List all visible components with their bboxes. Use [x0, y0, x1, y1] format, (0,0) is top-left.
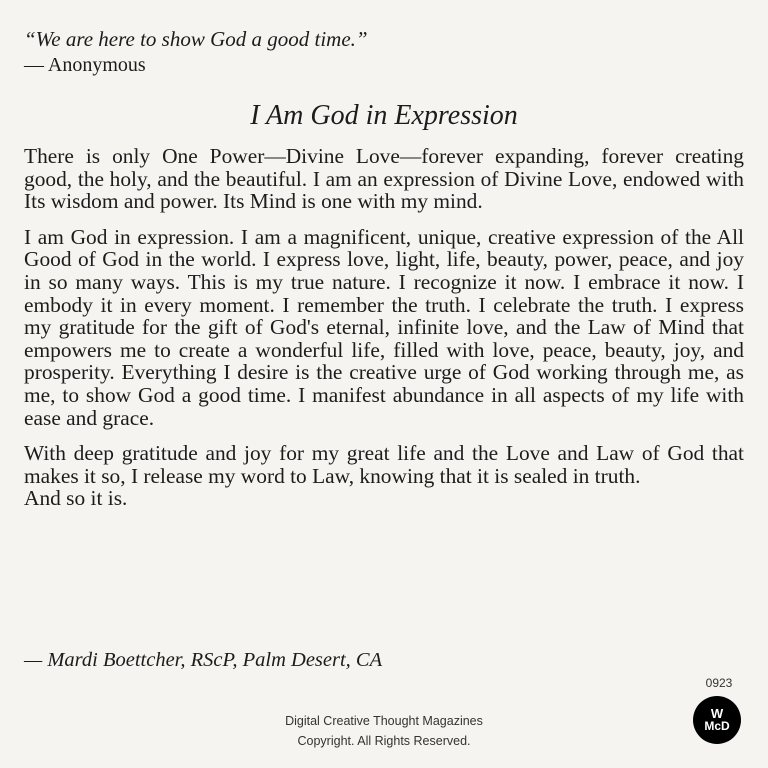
paragraph-1: There is only One Power—Divine Love—forever expanding, forever creating good, the holy, and the beautiful. I am an expression of Divine Love, endowed with Its wisdom and power. Its Mind is one with my mind. — [24, 144, 744, 214]
epigraph-quote: “We are here to show God a good time.” — [24, 27, 368, 51]
author-signature: — Mardi Boettcher, RScP, Palm Desert, CA — [24, 649, 383, 671]
body-text — [24, 145, 744, 510]
closing-line: And so it is. — [24, 486, 128, 511]
page-title: I Am God in Expression — [250, 100, 518, 131]
footer — [0, 711, 768, 751]
epigraph-attribution: — Anonymous — [24, 54, 146, 76]
issue-code: 0923 — [705, 676, 733, 690]
logo-line-1: W — [710, 706, 724, 721]
footer-publisher: Digital Creative Thought Magazines — [285, 714, 483, 728]
footer-copyright: Copyright. All Rights Reserved. — [297, 734, 471, 748]
paragraph-3: With deep gratitude and joy for my great life and the Love and Law of God that makes it so, I release my word to Law, knowing that it is sealed in truth. — [24, 441, 744, 488]
logo-line-2: McD — [704, 719, 730, 733]
paragraph-2: I am God in expression. I am a magnificent, unique, creative expression of the All Good of God in the world. I express love, light, life, beauty, power, peace, and joy in so many ways. This is my true nature. I recognize it now. I embrace it now. I embody it in every moment. I remember the truth. I celebrate the truth. I express my gratitude for the gift of God's eternal, infinite love, and the Law of Mind that empowers me to create a wonderful life, filled with love, peace, beauty, joy, and prosperity. Everything I desire is the creative urge of God working through me, as me, to show God a good time. I manifest abundance in all aspects of my life with ease and grace. — [24, 224, 744, 430]
